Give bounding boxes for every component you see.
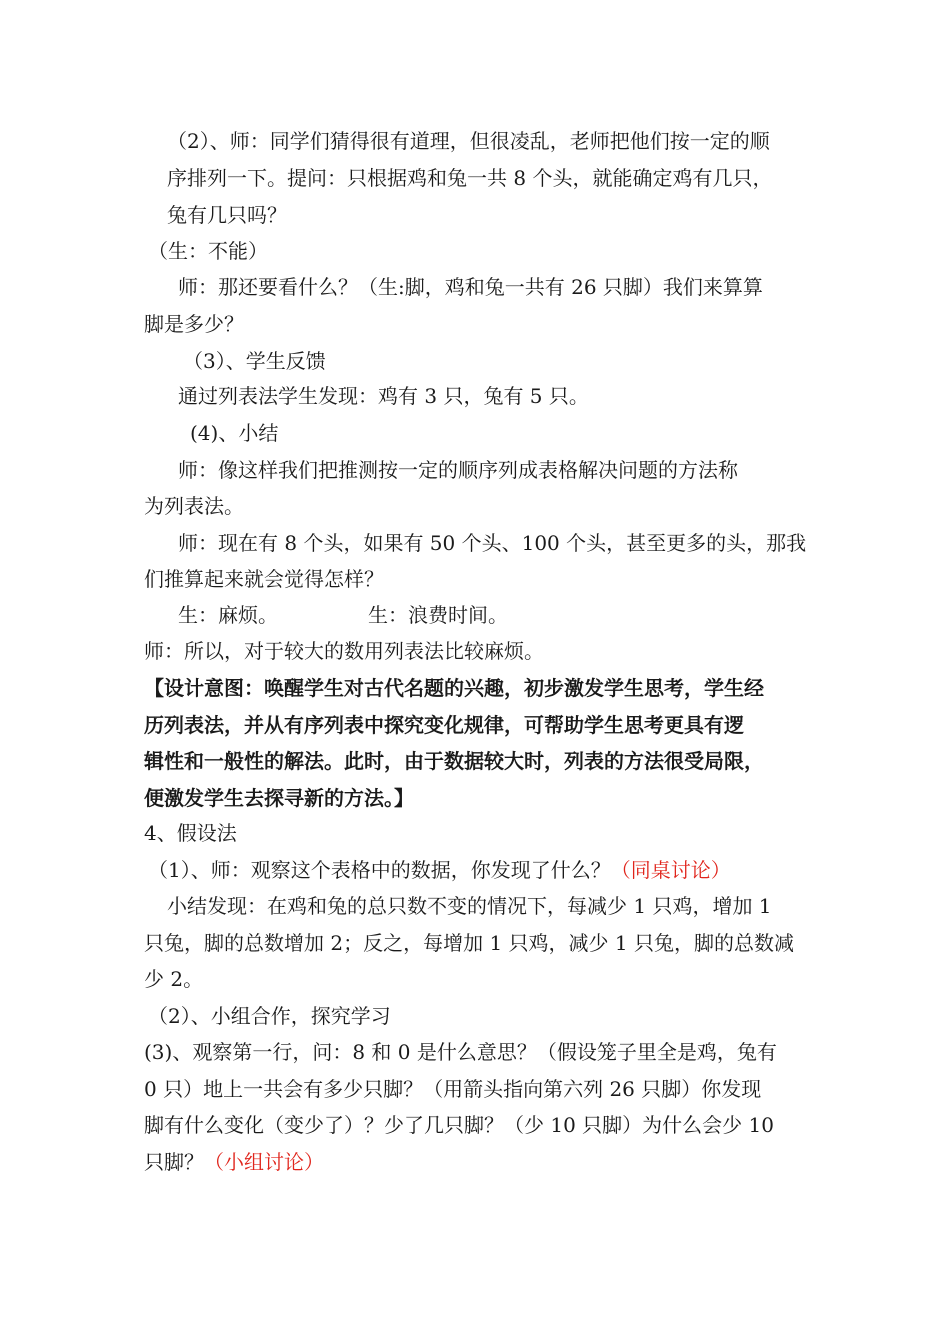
para-1-line-2: 序排列一下。提问：只根据鸡和兔一共 8 个头，就能确定鸡有几只， xyxy=(167,166,773,190)
para-11-line-1 xyxy=(148,855,731,885)
para-11-text: （1）、师：观察这个表格中的数据，你发现了什么？ xyxy=(148,858,611,882)
para-11-red-note: （同桌讨论） xyxy=(610,858,731,882)
para-7-line-2: 为列表法。 xyxy=(144,494,244,518)
para-2-line-1: （生：不能） xyxy=(148,239,268,263)
para-12-line-2: 只兔，脚的总数增加 2；反之，每增加 1 只鸡，减少 1 只兔，脚的总数减 xyxy=(144,931,794,955)
para-13-line-1: （2）、小组合作，探究学习 xyxy=(148,1004,391,1028)
para-3-line-2: 脚是多少？ xyxy=(144,312,244,336)
design-intent-line-1: 【设计意图：唤醒学生对古代名题的兴趣，初步激发学生思考，学生经 xyxy=(144,676,764,700)
para-4-line-1: （3）、学生反馈 xyxy=(183,349,326,373)
para-9-part-b: 生：浪费时间。 xyxy=(368,603,508,627)
section-4-heading: 4、假设法 xyxy=(144,821,237,845)
para-1-line-1: （2）、师：同学们猜得很有道理，但很凌乱，老师把他们按一定的顺 xyxy=(167,129,770,153)
para-8-line-1: 师：现在有 8 个头，如果有 50 个头、100 个头，甚至更多的头，那我 xyxy=(178,531,807,555)
para-1-line-3: 兔有几只吗？ xyxy=(167,203,287,227)
design-intent-line-2: 历列表法，并从有序列表中探究变化规律，可帮助学生思考更具有逻 xyxy=(144,713,744,737)
para-14-text: 只脚？ xyxy=(144,1150,204,1174)
para-8-line-2: 们推算起来就会觉得怎样？ xyxy=(144,567,384,591)
para-7-line-1: 师：像这样我们把推测按一定的顺序列成表格解决问题的方法称 xyxy=(178,458,738,482)
design-intent-line-3: 辑性和一般性的解法。此时，由于数据较大时，列表的方法很受局限， xyxy=(144,749,764,773)
design-intent-line-4: 便激发学生去探寻新的方法。】 xyxy=(144,786,414,810)
para-14-line-4 xyxy=(144,1147,324,1177)
para-12-line-1: 小结发现：在鸡和兔的总只数不变的情况下，每减少 1 只鸡，增加 1 xyxy=(167,894,772,918)
para-14-line-3: 脚有什么变化（变少了）？少了几只脚？（少 10 只脚）为什么会少 10 xyxy=(144,1113,774,1137)
para-14-line-1: (3)、观察第一行，问：8 和 0 是什么意思？（假设笼子里全是鸡，兔有 xyxy=(144,1040,777,1064)
para-9-part-a: 生：麻烦。 xyxy=(178,603,278,627)
para-6-line-1: (4)、小结 xyxy=(190,421,279,445)
para-14-line-2: 0 只）地上一共会有多少只脚？（用箭头指向第六列 26 只脚）你发现 xyxy=(144,1077,762,1101)
para-12-line-3: 少 2。 xyxy=(144,967,204,991)
para-10-line-1: 师：所以，对于较大的数用列表法比较麻烦。 xyxy=(144,639,544,663)
para-3-line-1: 师：那还要看什么？（生:脚，鸡和兔一共有 26 只脚）我们来算算 xyxy=(178,275,763,299)
para-5-line-1: 通过列表法学生发现：鸡有 3 只，兔有 5 只。 xyxy=(178,384,589,408)
para-14-red-note: （小组讨论） xyxy=(204,1150,324,1174)
